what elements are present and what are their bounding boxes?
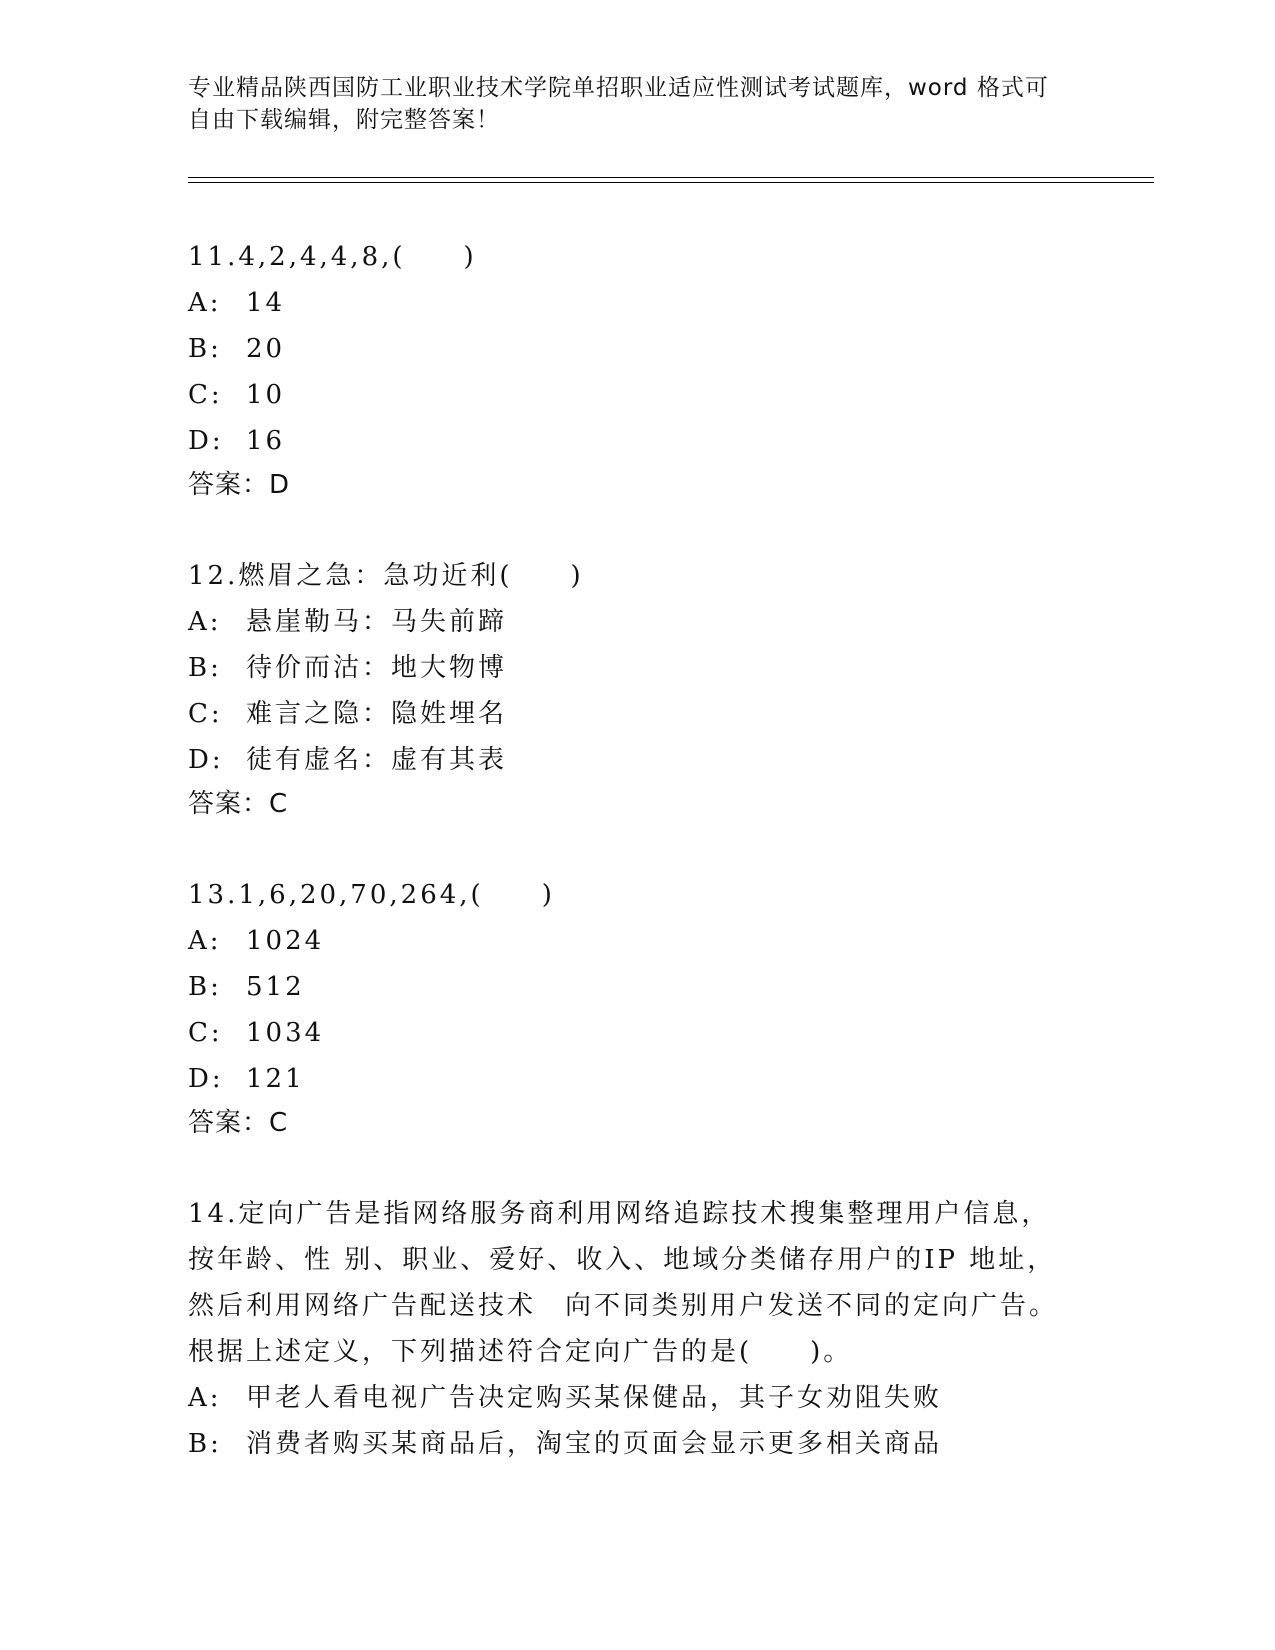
- option-b: [188, 326, 1088, 372]
- option-c: [188, 372, 1088, 418]
- option-a: [188, 280, 1088, 326]
- question-stem: 14.定向广告是指网络服务商利用网络追踪技术搜集整理用户信息，按年龄、性 别、职业、爱好、收入、地域分类储存用户的IP 地址，然后利用网络广告配送技术 向不同类别用户发送不同的定向广告。根据上述定义，下列描述符合定向广告的是( )。: [188, 1199, 1059, 1367]
- document-header: [188, 72, 1068, 136]
- question-12: [188, 553, 1088, 825]
- option-b: [188, 964, 1088, 1010]
- option-a: [188, 599, 1088, 645]
- question-11: [188, 234, 1088, 506]
- question-13: [188, 872, 1088, 1144]
- option-label: B:: [188, 334, 222, 364]
- question-14: [188, 1191, 1088, 1467]
- option-text: 甲老人看电视广告决定购买某保健品，其子女劝阻失败: [246, 1383, 943, 1413]
- option-text: 16: [246, 426, 286, 456]
- option-c: [188, 691, 1088, 737]
- option-label: D:: [188, 745, 224, 775]
- option-text: 徒有虚名：虚有其表: [246, 745, 508, 775]
- option-text: 512: [246, 972, 305, 1002]
- option-text: 难言之隐：隐姓埋名: [246, 699, 508, 729]
- option-a: [188, 1375, 1088, 1421]
- option-text: 消费者购买某商品后，淘宝的页面会显示更多相关商品: [246, 1429, 943, 1459]
- answer: 答案：C: [188, 1108, 289, 1138]
- option-label: B:: [188, 653, 222, 683]
- option-d: [188, 737, 1088, 783]
- option-text: 14: [246, 288, 286, 318]
- option-d: [188, 418, 1088, 464]
- option-label: A:: [188, 607, 222, 637]
- question-stem: 13.1,6,20,70,264,( ): [188, 880, 555, 910]
- option-text: 待价而沽：地大物博: [246, 653, 508, 683]
- option-a: [188, 918, 1088, 964]
- header-line-2: 自由下载编辑，附完整答案！: [188, 107, 500, 133]
- header-line-1: 专业精品陕西国防工业职业技术学院单招职业适应性测试考试题库，word 格式可: [188, 75, 1049, 101]
- option-text: 悬崖勒马：马失前蹄: [246, 607, 508, 637]
- header-divider-bottom: [188, 182, 1154, 183]
- question-stem: 12.燃眉之急：急功近利( ): [188, 561, 584, 591]
- option-label: A:: [188, 1383, 222, 1413]
- option-label: A:: [188, 926, 222, 956]
- option-c: [188, 1010, 1088, 1056]
- header-divider-top: [188, 177, 1154, 178]
- option-label: C:: [188, 699, 223, 729]
- option-text: 10: [246, 380, 286, 410]
- option-label: D:: [188, 426, 224, 456]
- answer: 答案：D: [188, 470, 291, 500]
- question-stem: 11.4,2,4,4,8,( ): [188, 242, 477, 272]
- option-text: 20: [246, 334, 286, 364]
- option-label: D:: [188, 1064, 224, 1094]
- option-text: 1024: [246, 926, 325, 956]
- option-label: C:: [188, 1018, 223, 1048]
- option-label: C:: [188, 380, 223, 410]
- option-label: B:: [188, 1429, 222, 1459]
- answer: 答案：C: [188, 789, 289, 819]
- option-d: [188, 1056, 1088, 1102]
- option-b: [188, 645, 1088, 691]
- option-b: [188, 1421, 1088, 1467]
- option-label: A:: [188, 288, 222, 318]
- option-label: B:: [188, 972, 222, 1002]
- option-text: 121: [246, 1064, 305, 1094]
- option-text: 1034: [246, 1018, 325, 1048]
